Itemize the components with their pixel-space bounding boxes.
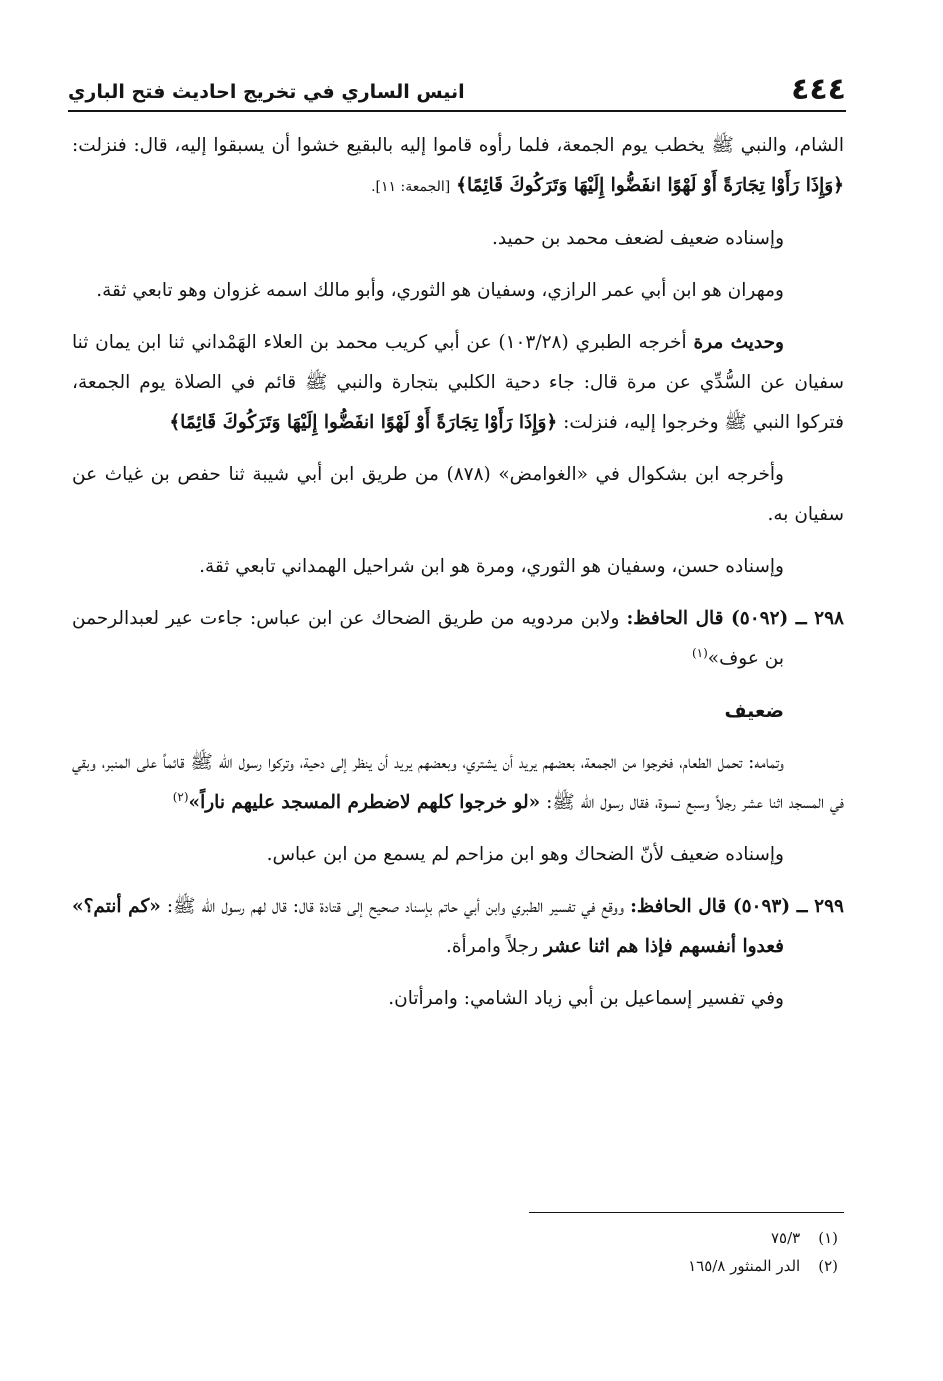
paragraph-text: أخرجه الطبري (١٠٣/٢٨) عن أبي كريب محمد بن العلاء الهَمْداني ثنا ابن يمان ثنا سفيان عن السُّدِّي عن مرة قال: جاء دحية الكلبي بتجارة والنبي ﷺ قائم في الصلاة يوم الجمعة، فتركوا النبي ﷺ وخرجوا إليه، فنزلت: [72,332,844,433]
footnote [72,1252,844,1280]
footnote-number: (٢) [818,1257,838,1275]
footnote-number: (١) [818,1229,838,1247]
paragraph-text: الشام، والنبي ﷺ يخطب يوم الجمعة، فلما رأوه قاموا إليه بالبقيع خشوا أن يسبقوا إليه، قال: فنزلت: [72,135,844,156]
book-title: انيس الساري في تخريج احاديث فتح الباري [68,81,465,103]
paragraph: وإسناده حسن، وسفيان هو الثوري، ومرة هو ابن شراحيل الهمداني تابعي ثقة. [199,556,784,577]
paragraph-text: وتمامه: تحمل الطعام، فخرجوا من الجمعة، بعضهم يريد أن يشتري، وبعضهم يريد أن ينظر إلى دحية، وتركوا رسول الله ﷺ قائماً على المنبر، وبقي في المسجد اثنا عشر رجلاً وسبع نسوة، فقال رسول الله ﷺ: [72,752,844,813]
hadith-text: ووقع في تفسير الطبري وابن أبي حاتم بإسناد صحيح إلى قتادة قال: قال لهم رسول الله ﷺ: [166,896,625,917]
footnote-marker: (١) [691,645,708,660]
verse-reference: [الجمعة: ١١]. [371,179,451,195]
paragraph [72,323,844,443]
paragraph-lead: وحديث مرة [693,332,784,353]
hadith-number: ٢٩٩ ــ (٥٠٩٣) قال الحافظ: [630,896,844,917]
hadith-quote: «كم أنتم؟» فعدوا أنفسهم فإذا هم اثنا عشر [72,896,784,957]
main-text [72,126,844,1031]
footnote [72,1224,844,1252]
quran-verse: ﴿وَإِذَا رَأَوْا تِجَارَةً أَوْ لَهْوًا انفَضُّوا إِلَيْهَا وَتَرَكُوكَ قَائِمًا﴾ [456,175,844,196]
hadith-number: ٢٩٨ ــ (٥٠٩٢) قال الحافظ: [626,608,844,629]
footnote-list [72,1224,844,1280]
hadith-entry-298 [72,599,844,679]
paragraph [72,126,844,207]
paragraph: وإسناده ضعيف لأنّ الضحاك وهو ابن مزاحم لم يسمع من ابن عباس. [266,844,784,865]
hadith-text: ولابن مردويه من طريق الضحاك عن ابن عباس: جاءت عير لعبدالرحمن بن عوف» [72,608,784,669]
page-header [68,70,846,114]
paragraph: وإسناده ضعيف لضعف محمد بن حميد. [491,228,784,249]
hadith-text: رجلاً وامرأة. [445,936,539,957]
hadith-entry-299 [72,887,844,967]
hadith-quote: «لو خرجوا كلهم لاضطرم المسجد عليهم ناراً» [188,792,541,813]
paragraph: ومهران هو ابن أبي عمر الرازي، وسفيان هو الثوري، وأبو مالك اسمه غزوان وهو تابعي ثقة. [96,280,784,301]
grade-label: ضعيف [724,700,784,722]
page-number: ٤٤٤ [791,72,846,107]
footnote-marker: (٢) [172,789,189,804]
quran-verse: ﴿وَإِذَا رَأَوْا تِجَارَةً أَوْ لَهْوًا انفَضُّوا إِلَيْهَا وَتَرَكُوكَ قَائِمًا﴾ [169,412,558,433]
paragraph: وفي تفسير إسماعيل بن أبي زياد الشامي: وامرأتان. [388,988,784,1009]
header-rule [68,110,846,112]
paragraph [72,743,844,823]
footnote-text: الدر المنثور ١٦٥/٨ [688,1257,801,1275]
footnote-text: ٧٥/٣ [770,1229,801,1247]
footnote-separator [529,1212,844,1213]
paragraph: وأخرجه ابن بشكوال في «الغوامض» (٨٧٨) من طريق ابن أبي شيبة ثنا حفص بن غياث عن سفيان به. [72,464,844,525]
